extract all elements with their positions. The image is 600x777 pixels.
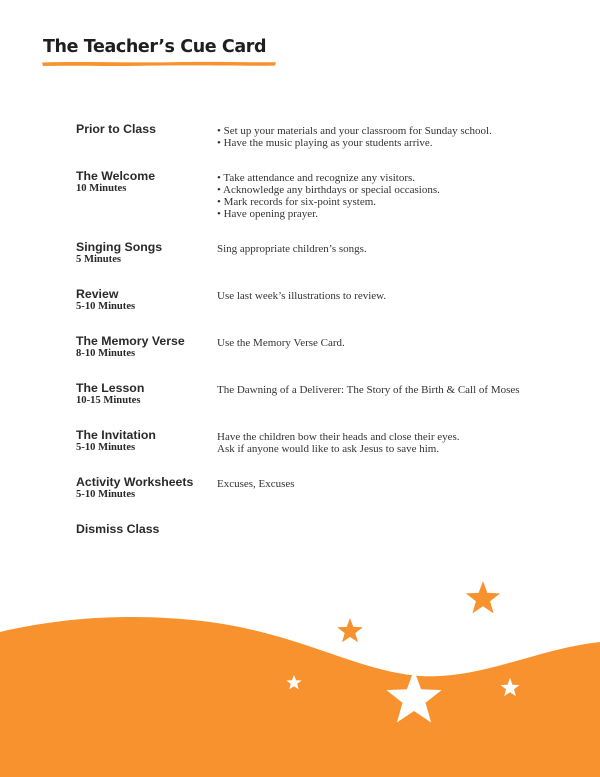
detail-line: Sing appropriate children’s songs. bbox=[217, 243, 367, 255]
section-duration: 5 Minutes bbox=[76, 254, 122, 265]
section-heading: Dismiss Class bbox=[76, 522, 160, 536]
orange-wave bbox=[0, 617, 600, 777]
star-icon bbox=[337, 618, 363, 642]
section-heading: The Memory Verse bbox=[76, 334, 185, 348]
section-duration: 5-10 Minutes bbox=[76, 442, 136, 453]
section-duration: 8-10 Minutes bbox=[76, 348, 136, 359]
section-duration: 10 Minutes bbox=[76, 183, 127, 194]
detail-line: • Set up your materials and your classroom for Sunday school. bbox=[217, 125, 492, 137]
section-heading: Activity Worksheets bbox=[76, 475, 194, 489]
section-heading: Singing Songs bbox=[76, 240, 163, 254]
section-heading: Review bbox=[76, 287, 119, 301]
section-heading: Prior to Class bbox=[76, 122, 156, 136]
detail-line: • Mark records for six-point system. bbox=[217, 196, 377, 208]
star-icon bbox=[466, 581, 500, 613]
section-duration: 10-15 Minutes bbox=[76, 395, 141, 406]
detail-line: Use last week’s illustrations to review. bbox=[217, 290, 387, 302]
section-duration: 5-10 Minutes bbox=[76, 301, 136, 312]
detail-line: Ask if anyone would like to ask Jesus to save him. bbox=[217, 443, 440, 455]
detail-line: • Take attendance and recognize any visitors. bbox=[217, 172, 416, 184]
section-heading: The Lesson bbox=[76, 381, 145, 395]
detail-line: • Have the music playing as your students arrive. bbox=[217, 137, 433, 149]
section-heading: The Invitation bbox=[76, 428, 156, 442]
page-title: The Teacher’s Cue Card bbox=[43, 37, 267, 57]
detail-line: • Acknowledge any birthdays or special occasions. bbox=[217, 184, 440, 196]
detail-line: • Have opening prayer. bbox=[217, 208, 318, 220]
detail-line: Use the Memory Verse Card. bbox=[217, 337, 345, 349]
detail-line: Excuses, Excuses bbox=[217, 478, 295, 490]
detail-line: Have the children bow their heads and close their eyes. bbox=[217, 431, 460, 443]
section-heading: The Welcome bbox=[76, 169, 156, 183]
detail-line: The Dawning of a Deliverer: The Story of the Birth & Call of Moses bbox=[217, 384, 520, 396]
section-duration: 5-10 Minutes bbox=[76, 489, 136, 500]
